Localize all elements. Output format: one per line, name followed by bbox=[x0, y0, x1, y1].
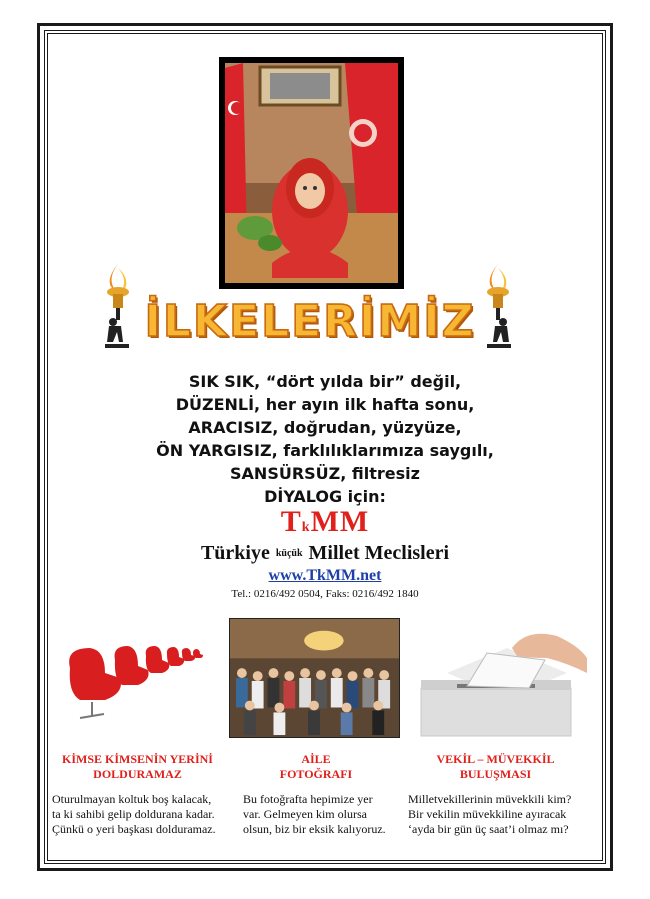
caption-text-meeting bbox=[408, 792, 588, 837]
organization-name bbox=[140, 542, 510, 565]
website-link[interactable]: www.TkMM.net bbox=[268, 567, 382, 584]
caption-title-family bbox=[236, 752, 396, 782]
caption-text-line: Bu fotoğrafta hepimize yer bbox=[243, 792, 373, 806]
principle-line: ÖN YARGISIZ, farklılıklarımıza saygılı, bbox=[156, 441, 494, 460]
principle-line: SIK SIK, “dört yılda bir” değil, bbox=[188, 372, 462, 391]
caption-title-chairs bbox=[55, 752, 220, 782]
caption-title-meeting bbox=[408, 752, 583, 782]
caption-title-line: FOTOĞRAFI bbox=[279, 767, 353, 781]
caption-text-line: Oturulmayan koltuk boş kalacak, bbox=[52, 792, 212, 806]
caption-title-line: VEKİL – MÜVEKKİL bbox=[436, 752, 555, 766]
caption-text-line: var. Gelmeyen kim olursa bbox=[243, 807, 367, 821]
principles-list bbox=[120, 370, 530, 508]
caption-text-line: ‘ayda bir gün üç saat’i olmaz mı? bbox=[408, 822, 569, 836]
brand-t: T bbox=[280, 505, 302, 538]
ballot-box-image bbox=[407, 618, 589, 738]
torch-bearer-icon-left bbox=[101, 262, 135, 354]
caption-text-family bbox=[243, 792, 403, 837]
torch-bearer-icon-right bbox=[481, 262, 515, 354]
contact-info: Tel.: 0216/492 0504, Faks: 0216/492 1840 bbox=[231, 588, 419, 600]
caption-text-line: Çünkü o yeri başkası dolduramaz. bbox=[52, 822, 216, 836]
caption-text-line: Bir vekilin müvekkiline ayıracak bbox=[408, 807, 567, 821]
caption-title-line: BULUŞMASI bbox=[459, 767, 532, 781]
family-group-photo bbox=[229, 618, 400, 738]
org-small: küçük bbox=[275, 548, 303, 559]
empty-red-chairs-image bbox=[60, 618, 210, 738]
principle-line: DÜZENLİ, her ayın ilk hafta sonu, bbox=[175, 395, 475, 414]
principle-line: SANSÜRSÜZ, filtresiz bbox=[230, 464, 420, 483]
caption-title-line: KİMSE KİMSENİN YERİNİ bbox=[62, 752, 213, 766]
caption-title-line: DOLDURAMAZ bbox=[93, 767, 182, 781]
caption-text-line: ta ki sahibi gelip doldurana kadar. bbox=[52, 807, 215, 821]
caption-text-line: olsun, biz bir eksik kalıyoruz. bbox=[243, 822, 386, 836]
principle-line: ARACISIZ, doğrudan, yüzyüze, bbox=[188, 418, 462, 437]
org-part1: Türkiye bbox=[200, 542, 270, 564]
brand-logo-text bbox=[200, 505, 450, 539]
org-part2: Millet Meclisleri bbox=[308, 542, 450, 564]
principles-heading: İLKELERİMİZ bbox=[144, 296, 476, 347]
principle-line: DİYALOG için: bbox=[264, 487, 386, 506]
caption-text-chairs bbox=[52, 792, 227, 837]
brand-k: k bbox=[301, 520, 311, 535]
caption-text-line: Milletvekillerinin müvekkili kim? bbox=[408, 792, 572, 806]
brand-mm: MM bbox=[310, 505, 370, 538]
hero-photo-child-in-parliament bbox=[219, 57, 404, 289]
caption-title-line: AİLE bbox=[301, 752, 331, 766]
